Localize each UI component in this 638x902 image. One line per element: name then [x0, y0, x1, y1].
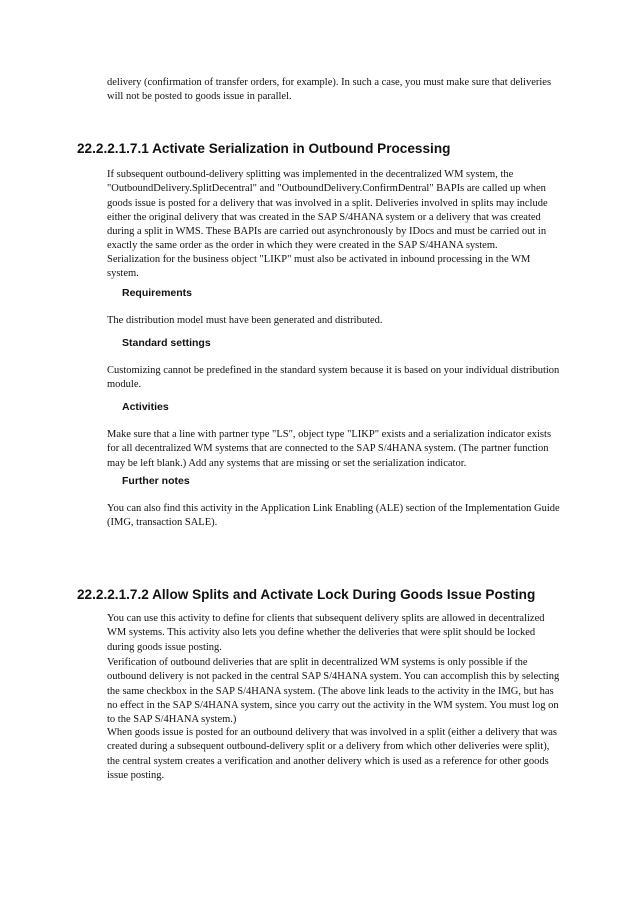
- requirements-heading: Requirements: [122, 287, 193, 299]
- section1-paragraph-1: If subsequent outbound-delivery splitting was implemented in the decentralized WM system, the "OutboundDelivery.SplitDecentral" and "OutboundDelivery.ConfirmDentral" BAPIs are called up when goods issue is posted for a delivery that was involved in a split. Deliveries involved in splits may include either the original delivery that was created in the SAP S/4HANA system or a delivery that was created during a split in WMS. These BAPIs are carried out asynchronously by IDocs and must be carried out in exactly the same order as the order in which they were created in the SAP S/4HANA system.: [107, 169, 548, 252]
- activities-text: Make sure that a line with partner type "LS", object type "LIKP" exists and a serialization indicator exists for all decentralized WM systems that are connected to the SAP S/4HANA system. (The partner function may be left blank.) Add any systems that are missing or set the serialization indicator.: [107, 429, 552, 469]
- intro-paragraph: delivery (confirmation of transfer orders, for example). In such a case, you must make sure that deliveries will not be posted to goods issue in parallel.: [107, 77, 552, 103]
- section1-paragraph-2: Serialization for the business object "LIKP" must also be activated in inbound processing in the WM system.: [107, 254, 531, 280]
- standard-settings-heading: Standard settings: [122, 337, 211, 349]
- standard-settings-text: Customizing cannot be predefined in the standard system because it is based on your individual distribution module.: [107, 365, 560, 391]
- activities-heading: Activities: [122, 401, 169, 413]
- further-notes-text: You can also find this activity in the Application Link Enabling (ALE) section of the Implementation Guide (IMG, transaction SALE).: [107, 503, 560, 529]
- section2-paragraph-1: You can use this activity to define for clients that subsequent delivery splits are allowed in decentralized WM systems. This activity also lets you define whether the deliveries that were split should be locked during goods issue posting.: [107, 613, 545, 653]
- further-notes-heading: Further notes: [122, 475, 190, 487]
- requirements-text: The distribution model must have been generated and distributed.: [107, 315, 383, 326]
- section-heading-activate-serialization: 22.2.2.1.7.1 Activate Serialization in Outbound Processing: [77, 141, 451, 156]
- section2-paragraph-2: Verification of outbound deliveries that are split in decentralized WM systems is only possible if the outbound delivery is not packed in the central SAP S/4HANA system. You can accomplish this by selecting the same checkbox in the SAP S/4HANA system. (The above link leads to the activity in the IMG, but has no effect in the SAP S/4HANA system, since you carry out the activity in the WM system. You must log on to the SAP S/4HANA system.): [107, 657, 560, 726]
- section-heading-allow-splits: 22.2.2.1.7.2 Allow Splits and Activate Lock During Goods Issue Posting: [77, 587, 536, 602]
- section2-paragraph-3: When goods issue is posted for an outbound delivery that was involved in a split (either a delivery that was created during a subsequent outbound-delivery split or a delivery from which other deliveries were split), the central system creates a verification and another delivery which is used as a reference for other goods issue posting.: [107, 727, 557, 781]
